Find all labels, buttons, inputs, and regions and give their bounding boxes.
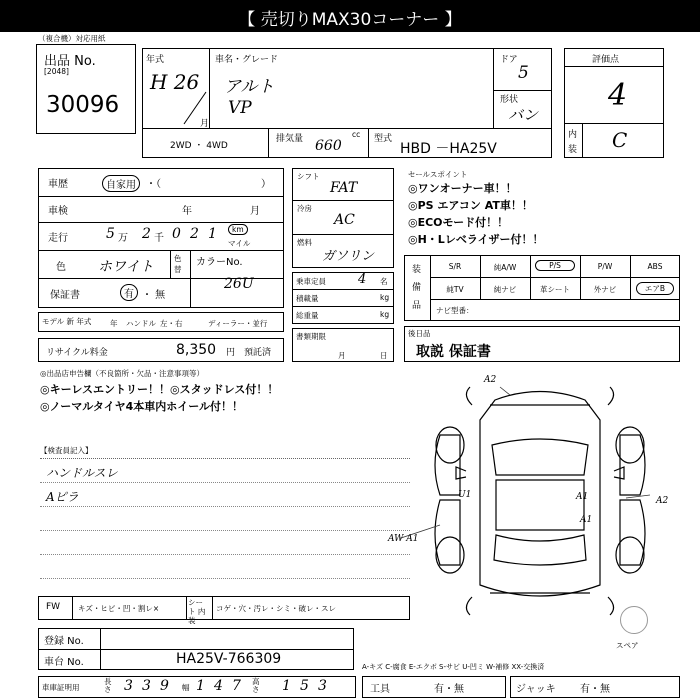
cert-d1-3: 9	[160, 678, 169, 694]
mileage-label: 走行	[48, 233, 68, 244]
seat-label: シート 内装	[188, 598, 206, 625]
capacity-unit: 名	[380, 277, 388, 286]
mark-left: U1	[458, 490, 472, 500]
new-model-label: モデル 新 年式	[42, 317, 92, 326]
disp-value: 660	[315, 138, 342, 154]
cert-label: 車庫証明用	[42, 683, 80, 692]
doc-label: 書類期限	[296, 332, 326, 341]
seat-items: コゲ・穴・汚レ・シミ・破レ・スレ	[216, 604, 336, 613]
equip-seat: 革シート	[540, 285, 570, 294]
history-value: 自家用	[102, 175, 140, 192]
warranty-label: 保証書	[50, 290, 80, 301]
mileage-digit-1: 0	[172, 226, 181, 242]
ac-label: 冷房	[297, 204, 312, 213]
cert-d2-2: 4	[214, 678, 223, 694]
score-label: 評価点	[592, 55, 620, 65]
cert-width: 幅	[182, 683, 190, 692]
navi-model-label: ナビ型番：	[436, 306, 474, 315]
equip-pw: P/W	[597, 262, 613, 271]
cert-d3-1: 1	[282, 678, 291, 694]
sales-point-4: ◎H・Lレベライザー付！！	[408, 233, 544, 246]
cert-d1-2: 3	[142, 678, 151, 694]
handle-value: 左・右	[160, 319, 183, 328]
equip-tv: 純TV	[446, 285, 464, 294]
after-goods-value: 取説 保証書	[416, 344, 491, 360]
mileage-digit-2: 2	[190, 226, 199, 242]
cert-d1-1: 3	[124, 678, 133, 694]
weight-label: 総重量	[296, 311, 319, 320]
interior-label-1: 内	[568, 130, 578, 140]
inspection-month: 月	[250, 206, 260, 217]
mileage-man: 5	[106, 226, 115, 242]
equipment-label-2: 備	[412, 283, 422, 293]
drive-label: 2WD ・ 4WD	[170, 141, 228, 151]
mileage-man-unit: 万	[118, 233, 128, 244]
tools-value: 有・無	[434, 684, 464, 695]
cert-height: 高さ	[252, 677, 260, 694]
capacity-value: 4	[358, 272, 367, 287]
mileage-km: km	[228, 224, 248, 235]
mark-right-2: A1	[580, 515, 593, 525]
shift-label: シフト	[297, 172, 320, 181]
mark-top: A2	[484, 375, 497, 385]
sales-point-1: ◎ワンオーナー車！！	[408, 182, 517, 195]
history-label: 車歴	[48, 179, 68, 190]
interior-label-2: 装	[568, 145, 578, 155]
header-note: （複合機）対応用紙	[38, 34, 106, 43]
equip-sr: S/R	[448, 262, 462, 271]
mileage-sen-unit: 千	[154, 233, 164, 244]
exhibitor-notes-label: ◎出品店申告欄（不良箇所・欠品・注意事項等）	[40, 369, 205, 378]
lot-tag: [2048]	[44, 67, 69, 76]
title-banner-text: 【 売切りMAX30コーナー 】	[238, 10, 462, 30]
year-value: H 26	[150, 70, 200, 94]
shape-value: バン	[508, 106, 539, 124]
equipment-label-1: 装	[412, 265, 422, 275]
ac-value: AC	[334, 212, 355, 228]
inspection-label: 車検	[48, 206, 68, 217]
shift-value: FAT	[330, 180, 358, 196]
sales-points-label: セールスポイント	[408, 170, 468, 179]
fw-items: キズ・ヒビ・凹・割レ×	[78, 604, 160, 613]
color-label: 色	[56, 262, 66, 273]
grade-value: VP	[228, 98, 252, 118]
door-value: 5	[518, 63, 529, 83]
inspector-line-2: Aピラ	[46, 490, 79, 504]
lot-label: 出品 No.	[44, 54, 96, 69]
cert-d3-3: 3	[318, 678, 327, 694]
door-label: ドア	[500, 55, 518, 65]
model-value: HBD －HA25V	[400, 141, 497, 157]
after-goods-label: 後日品	[408, 329, 431, 338]
spare-tire-icon	[620, 606, 648, 634]
color-value: ホワイト	[98, 259, 154, 275]
inspector-line-1: ハンドルスレ	[46, 466, 118, 480]
recycle-value: 8,350	[176, 342, 217, 358]
fw-label: FW	[46, 602, 61, 612]
lot-number: 30096	[46, 92, 120, 118]
name-label: 車名・グレード	[215, 55, 279, 65]
tools-label: 工具	[370, 684, 390, 695]
mark-right: A1	[576, 492, 589, 502]
model-label: 型式	[374, 134, 393, 144]
cert-long: 長さ	[104, 677, 112, 694]
disp-label: 排気量	[276, 134, 304, 144]
equip-aw: 純A/W	[493, 263, 517, 272]
dealer-label: ディーラー・並行	[208, 319, 268, 328]
fuel-value: ガソリン	[322, 249, 375, 264]
damage-legend: A-キズ C-腐食 E-エクボ S-サビ U-凹ミ W-補修 XX-交換済	[362, 663, 545, 671]
interior-value: C	[612, 128, 628, 152]
inspector-label: 【検査員記入】	[40, 446, 93, 455]
exhibitor-note-1: ◎キーレスエントリー！！◎スタッドレス付！！	[40, 383, 279, 396]
reg-label: 登録 No.	[44, 636, 84, 647]
cert-d2-1: 1	[196, 678, 205, 694]
mileage-mile: マイル	[228, 239, 251, 248]
equip-navi: 純ナビ	[493, 285, 517, 294]
car-diagram	[400, 375, 690, 620]
chassis-value: HA25V-766309	[176, 651, 282, 667]
car-name: アルト	[224, 77, 275, 97]
recycle-label: リサイクル料金	[46, 348, 108, 358]
warranty-yes: 有	[120, 284, 138, 301]
exhibitor-note-2: ◎ノーマルタイヤ4本車内ホイール付！！	[40, 400, 244, 413]
cert-d2-3: 7	[232, 678, 241, 694]
equip-ext-navi: 外ナビ	[593, 285, 617, 294]
mileage-sen: 2	[142, 226, 151, 242]
color-no-value: 26U	[224, 276, 254, 292]
color-change: 色替	[174, 254, 182, 274]
equipment-label-3: 品	[412, 301, 422, 311]
sales-point-3: ◎ECOモード付！！	[408, 216, 509, 229]
month-label: 月	[200, 119, 210, 129]
doc-month: 月	[338, 351, 346, 360]
load-label: 積載量	[296, 294, 319, 303]
mark-side: AW A1	[388, 534, 419, 544]
weight-unit: kg	[380, 310, 390, 319]
disp-unit: cc	[352, 130, 361, 139]
load-unit: kg	[380, 293, 390, 302]
mark-far: A2	[656, 496, 669, 506]
history-rest: ・（ ）	[146, 179, 271, 190]
year-label: 年式	[146, 55, 165, 65]
cert-d3-2: 5	[300, 678, 309, 694]
color-no-label: カラーNo.	[196, 257, 243, 268]
capacity-label: 乗車定員	[296, 277, 326, 286]
recycle-unit: 円	[226, 348, 236, 358]
jack-label: ジャッキ	[516, 684, 556, 695]
jack-value: 有・無	[580, 684, 610, 695]
warranty-no: ・ 無	[142, 290, 166, 301]
score-value: 4	[608, 78, 628, 113]
inspection-year: 年	[182, 206, 192, 217]
sales-point-2: ◎PS エアコン AT車！！	[408, 199, 533, 212]
equip-abs: ABS	[647, 262, 663, 271]
handle-label: ハンドル	[126, 319, 156, 328]
equip-ps: P/S	[535, 260, 575, 271]
recycle-note: 預託済	[244, 348, 272, 358]
equip-airbag: エアB	[636, 282, 674, 295]
new-model-year: 年	[110, 319, 118, 328]
shape-label: 形状	[500, 95, 519, 105]
doc-day: 日	[380, 351, 388, 360]
spare-label: スペア	[616, 641, 639, 650]
mileage-digit-3: 1	[208, 226, 217, 242]
fuel-label: 燃料	[297, 238, 312, 247]
chassis-label: 車台 No.	[44, 657, 84, 668]
